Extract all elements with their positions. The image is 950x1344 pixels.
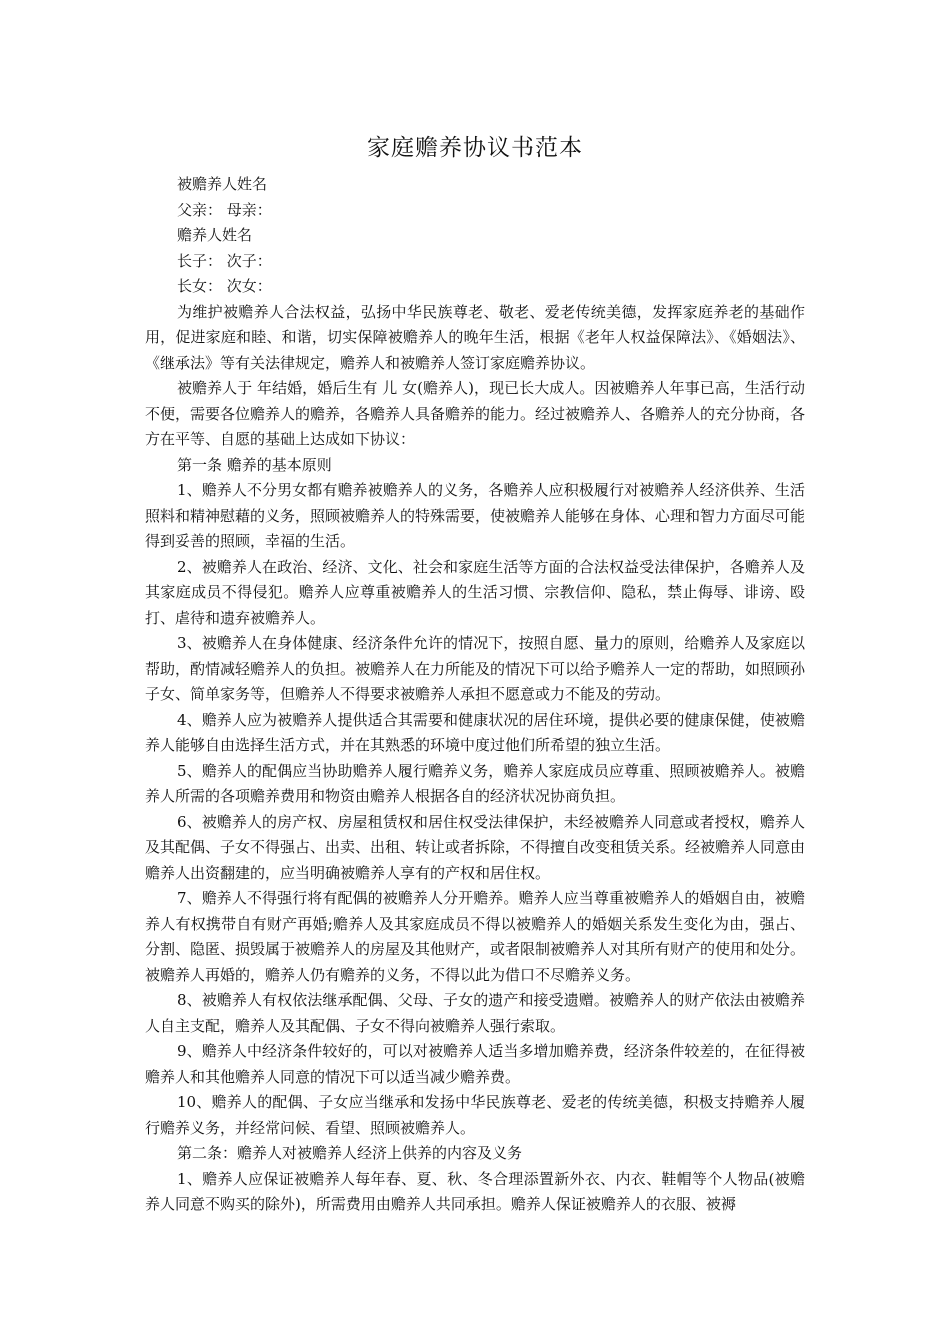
document-body: [145, 300, 805, 1218]
article-1-clause-2: 2、被赡养人在政治、经济、文化、社会和家庭生活等方面的合法权益受法律保护，各赡养人及其家庭成员不得侵犯。赡养人应尊重被赡养人的生活习惯、宗教信仰、隐私，禁止侮辱、诽谤、殴打、虐待和遗弃被赡养人。: [145, 557, 805, 627]
header-line-daughters: 长女： 次女：: [177, 277, 272, 295]
article-1-clause-8: 8、被赡养人有权依法继承配偶、父母、子女的遗产和接受遗赠。被赡养人的财产依法由被赡养人自主支配，赡养人及其配偶、子女不得向被赡养人强行索取。: [145, 991, 805, 1035]
paragraph-background: 被赡养人于 年结婚，婚后生有 儿 女(赡养人)，现已长大成人。因被赡养人年事已高，生活行动不便，需要各位赡养人的赡养，各赡养人具备赡养的能力。经过被赡养人、各赡养人的充分协商，各方在平等、自愿的基础上达成如下协议：: [145, 379, 806, 448]
header-line-parents: 父亲： 母亲：: [177, 200, 272, 219]
document-title: 家庭赡养协议书范本: [367, 135, 583, 161]
article-1-clause-6: 6、被赡养人的房产权、房屋租赁权和居住权受法律保护，未经被赡养人同意或者授权，赡养人及其配偶、子女不得强占、出卖、出租、转让或者拆除，不得擅自改变租赁关系。经被赡养人同意由赡养人出资翻建的，应当明确被赡养人享有的产权和居住权。: [145, 812, 806, 882]
header-line-sons: 长子： 次子：: [177, 251, 272, 270]
article-1-clause-3: 3、被赡养人在身体健康、经济条件允许的情况下，按照自愿、量力的原则，给赡养人及家庭以帮助，酌情减轻赡养人的负担。被赡养人在力所能及的情况下可以给予赡养人一定的帮助，如照顾孙子女、简单家务等，但赡养人不得要求被赡养人承担不愿意或力不能及的劳动。: [145, 634, 806, 703]
document-page: [145, 128, 805, 1218]
header-line-elder-name: 被赡养人姓名: [177, 175, 268, 193]
article-1-clause-10: 10、赡养人的配偶、子女应当继承和发扬中华民族尊老、爱老的传统美德，积极支持赡养人履行赡养义务，并经常问候、看望、照顾被赡养人。: [145, 1093, 805, 1137]
article-1-clause-1: 1、赡养人不分男女都有赡养被赡养人的义务，各赡养人应积极履行对被赡养人经济供养、生活照料和精神慰藉的义务，照顾被赡养人的特殊需要，使被赡养人能够在身体、心理和智力方面尽可能得到妥善的照顾，幸福的生活。: [145, 481, 806, 550]
article-1-clause-7: 7、赡养人不得强行将有配偶的被赡养人分开赡养。赡养人应当尊重被赡养人的婚姻自由，被赡养人有权携带自有财产再婚;赡养人及其家庭成员不得以被赡养人的婚姻关系发生变化为由，强占、分割、隐匿、损毁属于被赡养人的房屋及其他财产，或者限制被赡养人对其所有财产的使用和处分。被赡养人再婚的，赡养人仍有赡养的义务，不得以此为借口不尽赡养义务。: [145, 889, 806, 984]
article-2-clause-1: 1、赡养人应保证被赡养人每年春、夏、秋、冬合理添置新外衣、内衣、鞋帽等个人物品(被赡养人同意不购买的除外)，所需费用由赡养人共同承担。赡养人保证被赡养人的衣服、被褥: [145, 1169, 805, 1213]
article-1-heading: 第一条 赡养的基本原则: [177, 455, 332, 474]
header-block: [145, 172, 805, 300]
article-1-clause-4: 4、赡养人应为被赡养人提供适合其需要和健康状况的居住环境，提供必要的健康保健，使被赡养人能够自由选择生活方式，并在其熟悉的环境中度过他们所希望的独立生活。: [145, 710, 805, 754]
header-line-supporter-name: 赡养人姓名: [177, 226, 253, 244]
article-2-heading: 第二条：赡养人对被赡养人经济上供养的内容及义务: [177, 1144, 523, 1162]
article-1-clause-9: 9、赡养人中经济条件较好的，可以对被赡养人适当多增加赡养费，经济条件较差的，在征得被赡养人和其他赡养人同意的情况下可以适当减少赡养费。: [145, 1042, 805, 1086]
paragraph-preamble: 为维护被赡养人合法权益，弘扬中华民族尊老、敬老、爱老传统美德，发挥家庭养老的基础作用，促进家庭和睦、和谐，切实保障被赡养人的晚年生活，根据《老年人权益保障法》、《婚姻法》、《继承法》等有关法律规定，赡养人和被赡养人签订家庭赡养协议。: [145, 302, 805, 372]
article-1-clause-5: 5、赡养人的配偶应当协助赡养人履行赡养义务，赡养人家庭成员应尊重、照顾被赡养人。被赡养人所需的各项赡养费用和物资由赡养人根据各自的经济状况协商负担。: [145, 761, 805, 805]
